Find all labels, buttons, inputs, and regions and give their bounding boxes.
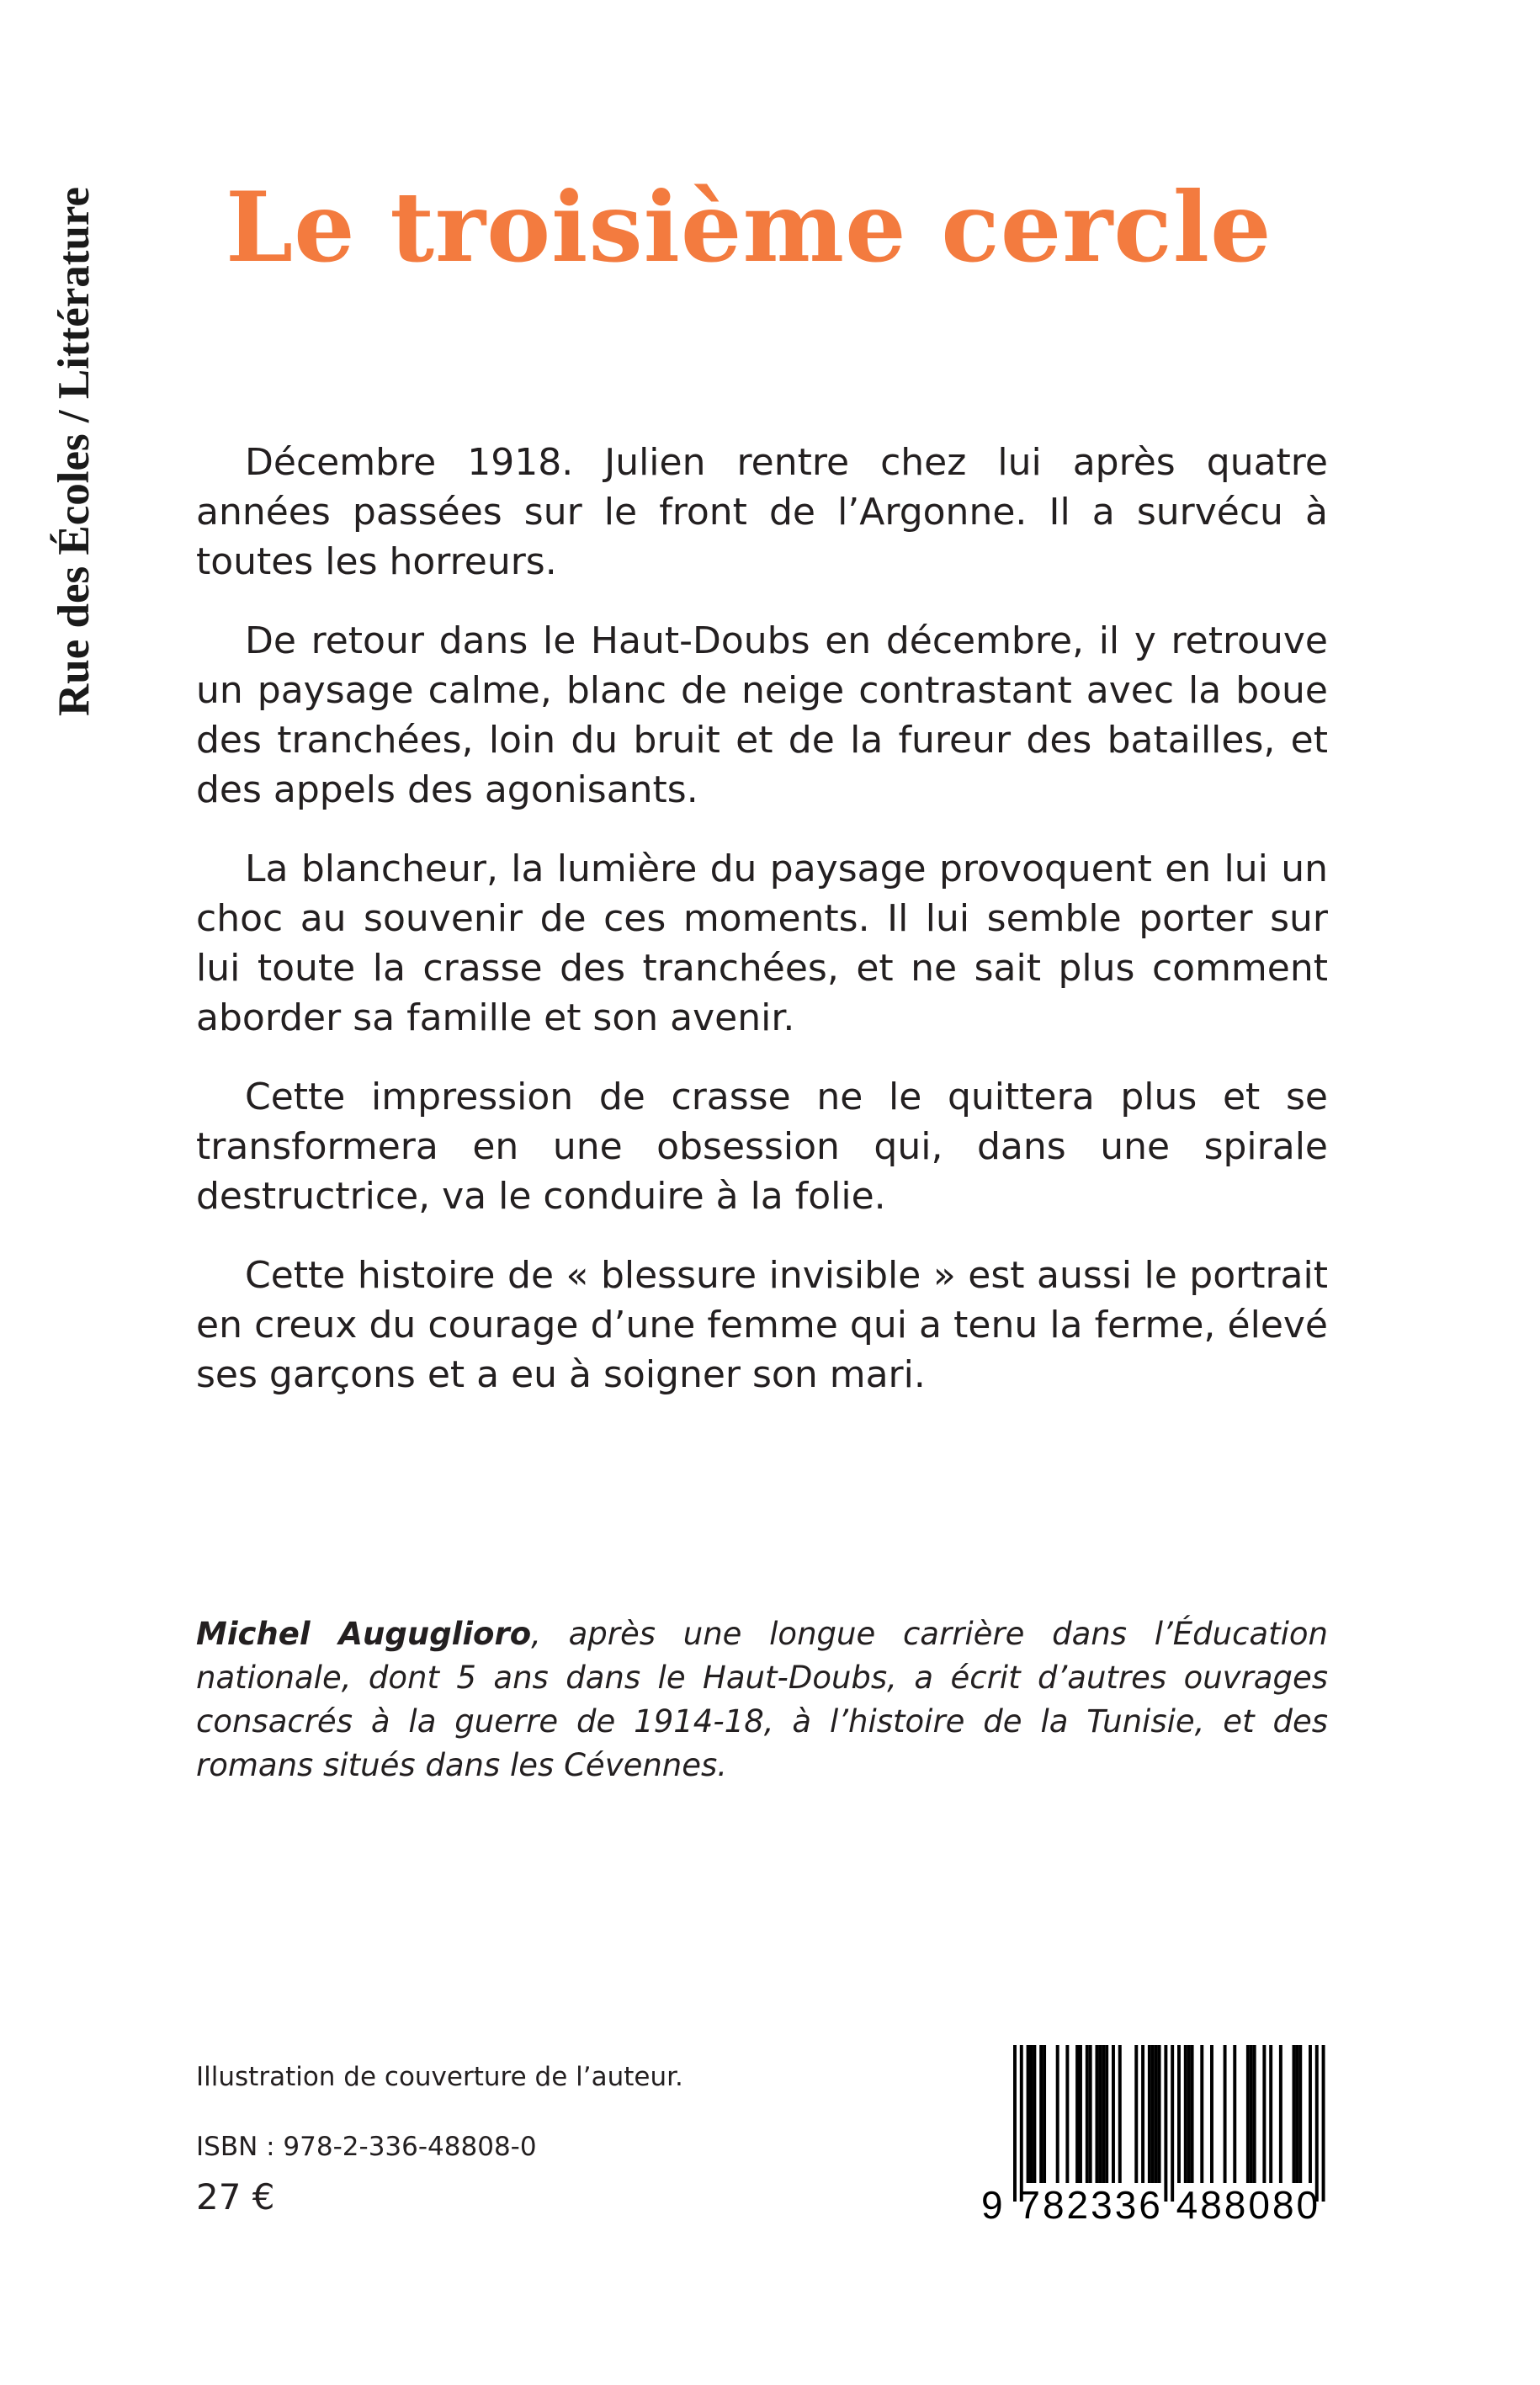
back-cover-blurb (196, 438, 1328, 1429)
barcode-bar (1262, 2045, 1266, 2183)
barcode-bar (1075, 2045, 1079, 2183)
blurb-paragraph: De retour dans le Haut-Doubs en décembre, il y retrouve un paysage calme, blanc de neige contrastant avec la boue des tranchées, loin du bruit et de la fureur des batailles, et des appels des agonisants. (196, 619, 1328, 811)
barcode-bar (1269, 2045, 1272, 2183)
barcode-bar (1164, 2045, 1167, 2202)
barcode-bar (1089, 2045, 1092, 2183)
barcode-bar (1250, 2045, 1253, 2183)
author-bio-text: , après une longue carrière dans l’Éducation nationale, dont 5 ans dans le Haut-Doubs, a écrit d’autres ouvrages consacrés à la guerre de 1914-18, à l’histoire de la Tunisie, et des romans situés dans les Cévennes. (196, 1616, 1328, 1783)
barcode-bar (1309, 2045, 1312, 2183)
barcode-bar (1141, 2045, 1144, 2183)
barcode-bar (1151, 2045, 1155, 2183)
barcode-bar (1191, 2045, 1194, 2183)
author-name: Michel Auguglioro (196, 1616, 532, 1652)
barcode-bar (1112, 2045, 1115, 2183)
barcode-bar (1086, 2045, 1089, 2183)
barcode-bar (1298, 2045, 1302, 2183)
barcode-bar (1020, 2045, 1023, 2202)
barcode-bar (1096, 2045, 1099, 2183)
barcode-bar (1224, 2045, 1227, 2183)
price: 27 € (196, 2176, 275, 2218)
barcode-bar (1293, 2045, 1296, 2183)
blurb-paragraph: Cette impression de crasse ne le quittera plus et se transformera en une obsession qui, dans une spirale destructrice, va le conduire à la folie. (196, 1076, 1328, 1218)
barcode-bar (1065, 2045, 1069, 2183)
barcode-bar (1171, 2045, 1174, 2202)
barcode-bar (1155, 2045, 1158, 2183)
barcode-bar (1200, 2045, 1203, 2183)
blurb-paragraph: Cette histoire de « blessure invisible » est aussi le portrait en creux du courage d’une femme qui a tenu la ferme, élevé ses garçons et a eu à soigner son mari. (196, 1254, 1328, 1396)
barcode-bar (1184, 2045, 1187, 2183)
blurb-paragraph: La blancheur, la lumière du paysage provoquent en lui un choc au souvenir de ces moments. Il lui semble porter sur lui toute la crasse des tranchées, et ne sait plus comment aborder sa famille et son avenir. (196, 847, 1328, 1039)
barcode-bar (1246, 2045, 1250, 2183)
barcode-bar (1079, 2045, 1082, 2183)
barcode-bar (1056, 2045, 1059, 2183)
barcode-bar (1148, 2045, 1151, 2183)
barcode-bar (1030, 2045, 1033, 2183)
barcode-bar (1027, 2045, 1030, 2183)
barcode-bar (1253, 2045, 1256, 2183)
barcode-bar (1013, 2045, 1017, 2202)
barcode-bar (1210, 2045, 1213, 2183)
author-bio (196, 1612, 1328, 1787)
barcode-bar (1033, 2045, 1036, 2183)
barcode-bar (1102, 2045, 1105, 2183)
barcode-bar (1295, 2045, 1298, 2183)
illustration-credit: Illustration de couverture de l’auteur. (196, 2062, 683, 2092)
barcode-bar (1098, 2045, 1102, 2183)
barcode-bar (1315, 2045, 1319, 2202)
book-title: Le troisième cercle (226, 171, 1272, 284)
barcode-bar (1187, 2045, 1191, 2183)
barcode-bar (1043, 2045, 1046, 2183)
barcode-bar (1118, 2045, 1122, 2183)
barcode-bar (1039, 2045, 1043, 2183)
spine-collection-label: Rue des Écoles / Littérature (50, 186, 98, 716)
barcode-bar (1233, 2045, 1236, 2183)
barcode-bar (1279, 2045, 1282, 2183)
blurb-paragraph: Décembre 1918. Julien rentre chez lui après quatre années passées sur le front de l’Argonne. Il a survécu à toutes les horreurs. (196, 441, 1328, 583)
barcode-bar (1105, 2045, 1108, 2183)
isbn-barcode (981, 2040, 1335, 2234)
barcode-bar (1158, 2045, 1161, 2183)
isbn-number: ISBN : 978-2-336-48808-0 (196, 2132, 537, 2162)
barcode-bar (1322, 2045, 1325, 2202)
barcode-bar (1134, 2045, 1138, 2183)
barcode-bar (1177, 2045, 1181, 2183)
barcode-digits: 9 782336 488080 (981, 2183, 1321, 2227)
